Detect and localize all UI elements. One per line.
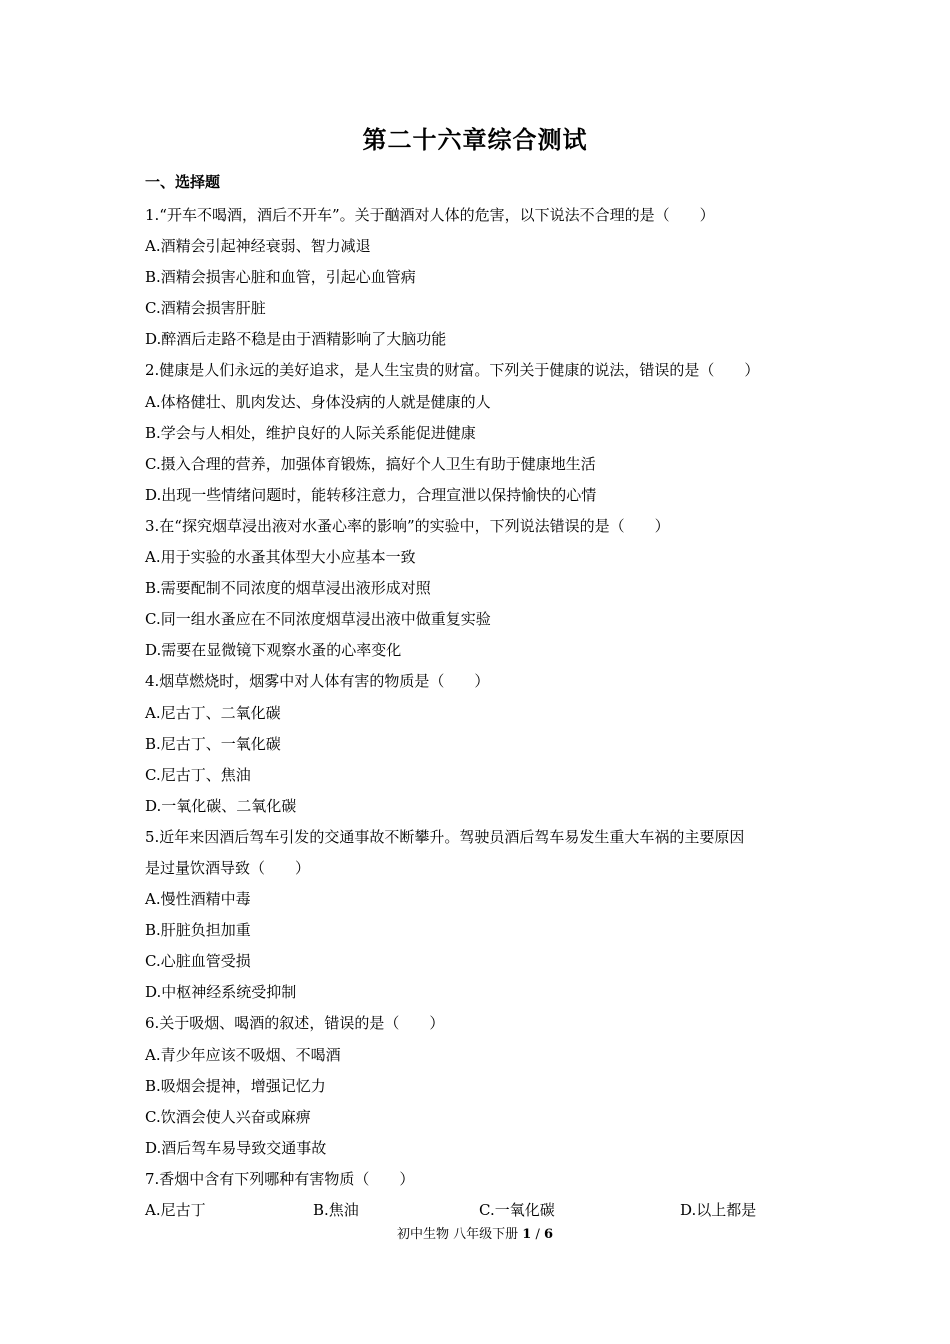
option-b: B.吸烟会提神，增强记忆力	[145, 1076, 326, 1095]
question-stem-line-2: 是过量饮酒导致（ ）	[145, 858, 311, 877]
question-stem-line-1: 5.近年来因酒后驾车引发的交通事故不断攀升。驾驶员酒后驾车易发生重大车祸的主要原因	[145, 827, 745, 846]
option-c: C.摄入合理的营养，加强体育锻炼，搞好个人卫生有助于健康地生活	[145, 454, 596, 473]
question-stem: 6.关于吸烟、喝酒的叙述，错误的是（ ）	[145, 1014, 445, 1033]
page-number-separator: /	[535, 1227, 540, 1242]
option-a: A.用于实验的水蚤其体型大小应基本一致	[145, 548, 416, 567]
option-b: B.尼古丁、一氧化碳	[145, 734, 281, 753]
option-c: C.同一组水蚤应在不同浓度烟草浸出液中做重复实验	[145, 610, 491, 629]
option-c: C.尼古丁、焦油	[145, 765, 251, 784]
page-footer	[0, 1225, 950, 1245]
question-3	[145, 511, 810, 666]
question-stem: 2.健康是人们永远的美好追求，是人生宝贵的财富。下列关于健康的说法，错误的是（ ）	[145, 361, 760, 380]
option-c: C.心脏血管受损	[145, 952, 251, 971]
option-b: B.肝脏负担加重	[145, 921, 251, 940]
question-1	[145, 200, 810, 355]
question-list	[145, 200, 810, 1226]
option-a: A.尼古丁、二氧化碳	[145, 703, 281, 722]
option-a: A.青少年应该不吸烟、不喝酒	[145, 1045, 341, 1064]
options-row	[145, 1195, 810, 1226]
option-a: A.体格健壮、肌肉发达、身体没病的人就是健康的人	[145, 392, 491, 411]
question-stem: 3.在“探究烟草浸出液对水蚤心率的影响”的实验中，下列说法错误的是（ ）	[145, 516, 670, 535]
question-4	[145, 666, 810, 821]
option-a: A.酒精会引起神经衰弱、智力减退	[145, 237, 371, 256]
option-b: B.需要配制不同浓度的烟草浸出液形成对照	[145, 579, 431, 598]
option-a: A.慢性酒精中毒	[145, 890, 251, 909]
option-d: D.中枢神经系统受抑制	[145, 983, 297, 1002]
option-b: B.学会与人相处，维护良好的人际关系能促进健康	[145, 423, 476, 442]
option-d: D.醉酒后走路不稳是由于酒精影响了大脑功能	[145, 330, 447, 349]
question-5	[145, 822, 810, 1009]
page-number-total: 6	[543, 1227, 554, 1242]
option-c: C.饮酒会使人兴奋或麻痹	[145, 1107, 311, 1126]
section-heading: 一、选择题	[145, 173, 221, 191]
option-d: D.需要在显微镜下观察水蚤的心率变化	[145, 641, 402, 660]
option-c: C.酒精会损害肝脏	[145, 299, 266, 318]
option-b: B.酒精会损害心脏和血管，引起心血管病	[145, 268, 416, 287]
question-stem: 4.烟草燃烧时，烟雾中对人体有害的物质是（ ）	[145, 672, 490, 691]
question-stem: 7.香烟中含有下列哪种有害物质（ ）	[145, 1169, 415, 1188]
option-b: B.焦油	[313, 1201, 359, 1219]
question-7	[145, 1164, 810, 1226]
option-c: C.一氧化碳	[479, 1201, 555, 1219]
option-d: D.出现一些情绪问题时，能转移注意力，合理宣泄以保持愉快的心情	[145, 485, 597, 504]
page-number-current: 1	[522, 1227, 532, 1242]
option-d: D.以上都是	[680, 1201, 757, 1219]
document-title: 第二十六章综合测试	[362, 126, 588, 154]
question-stem: 1.“开车不喝酒，酒后不开车”。关于酗酒对人体的危害，以下说法不合理的是（ ）	[145, 206, 715, 224]
option-a: A.尼古丁	[145, 1201, 206, 1219]
option-d: D.一氧化碳、二氧化碳	[145, 796, 297, 815]
option-d: D.酒后驾车易导致交通事故	[145, 1138, 327, 1157]
footer-subject: 初中生物 八年级下册	[396, 1227, 519, 1242]
question-2	[145, 355, 810, 510]
question-6	[145, 1008, 810, 1163]
